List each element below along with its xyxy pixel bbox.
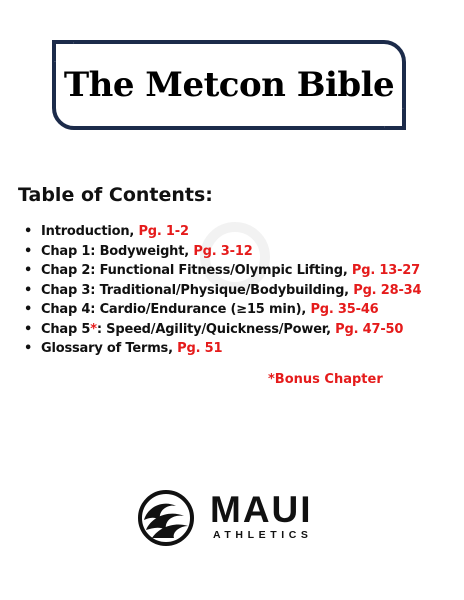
toc-item-label: Chap 4: Cardio/Endurance (≥15 min), xyxy=(41,302,311,317)
bonus-chapter-note: *Bonus Chapter xyxy=(268,372,383,387)
bullet: • xyxy=(24,224,33,239)
toc-item-label: Chap 2: Functional Fitness/Olympic Lifting, xyxy=(41,263,352,278)
toc-item xyxy=(24,320,464,340)
toc-list xyxy=(24,222,464,359)
toc-item-page: Pg. 3-12 xyxy=(193,243,253,259)
toc-item-label-rest: : Speed/Agility/Quickness/Power, xyxy=(96,321,336,337)
bullet: • xyxy=(24,263,33,278)
bullet: • xyxy=(24,302,33,317)
toc-item xyxy=(24,242,464,262)
toc-item-page: Pg. 47-50 xyxy=(335,321,404,337)
toc-item xyxy=(24,339,464,359)
toc-item-page: Pg. 28-34 xyxy=(353,282,422,298)
document-title: The Metcon Bible xyxy=(63,65,395,105)
toc-item-page: Pg. 51 xyxy=(177,341,223,356)
toc-item xyxy=(24,261,464,281)
toc-item xyxy=(24,222,464,242)
toc-item xyxy=(24,300,464,320)
bullet: • xyxy=(24,243,33,259)
toc-item xyxy=(24,281,464,301)
bullet: • xyxy=(24,341,33,356)
toc-item-label: Glossary of Terms, xyxy=(41,341,178,356)
toc-item-page: Pg. 35-46 xyxy=(310,302,379,317)
toc-item-label: Introduction, xyxy=(41,224,139,239)
bullet: • xyxy=(24,282,33,298)
title-box xyxy=(52,40,406,130)
toc-item-label: Chap 1: Bodyweight, xyxy=(41,243,194,259)
toc-heading: Table of Contents: xyxy=(18,184,213,206)
logo-wordmark: MAUI xyxy=(210,489,313,530)
bonus-marker: * xyxy=(90,321,97,337)
toc-item-page: Pg. 13-27 xyxy=(351,263,420,278)
bullet: • xyxy=(24,321,33,337)
toc-item-label: Chap 5 xyxy=(41,321,91,337)
toc-item-label: Chap 3: Traditional/Physique/Bodybuilding, xyxy=(41,282,354,298)
wave-logo-icon xyxy=(138,490,194,546)
toc-item-page: Pg. 1-2 xyxy=(138,224,189,239)
logo-subtext: ATHLETICS xyxy=(213,529,313,541)
maui-athletics-logo xyxy=(138,490,338,548)
